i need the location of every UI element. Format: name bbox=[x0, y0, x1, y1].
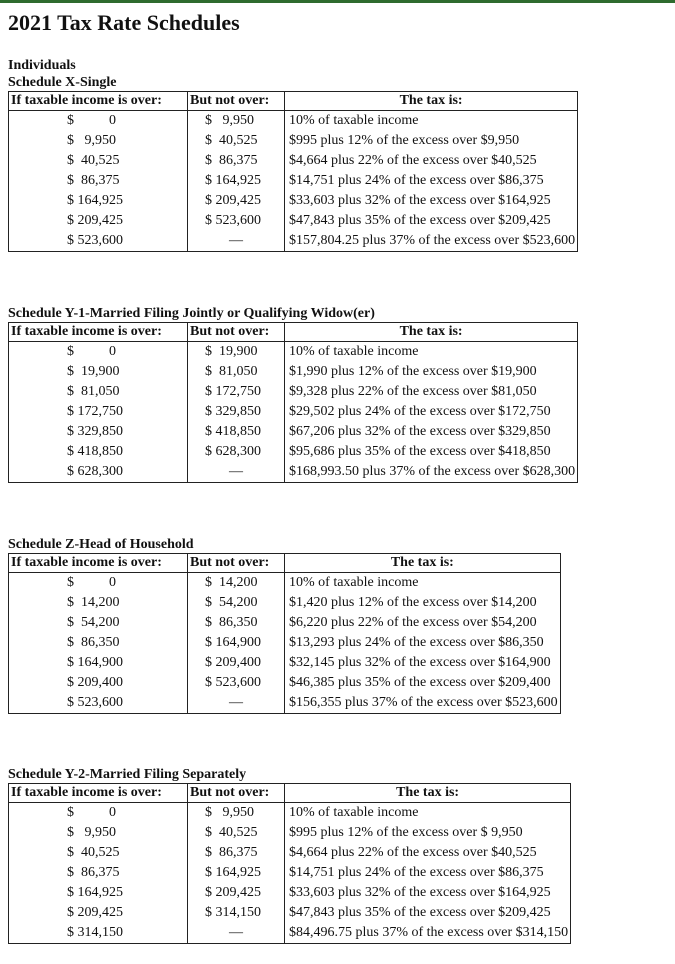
not-over-cell: — bbox=[188, 231, 285, 252]
table-row bbox=[9, 573, 561, 594]
table-row bbox=[9, 342, 578, 363]
amount-text: $ 86,375 bbox=[67, 865, 120, 880]
income-over-cell bbox=[9, 422, 188, 442]
not-over-cell bbox=[188, 402, 285, 422]
header-tax-is: The tax is: bbox=[285, 784, 571, 803]
amount-text: $ 14,200 bbox=[205, 575, 258, 590]
amount-text: $ 19,900 bbox=[205, 344, 258, 359]
schedule-x-single bbox=[8, 57, 578, 252]
tax-rate-table bbox=[8, 783, 571, 944]
not-over-cell bbox=[188, 573, 285, 594]
amount-text: $ 86,375 bbox=[205, 153, 258, 168]
amount-text: $ 209,425 bbox=[205, 193, 261, 208]
tax-formula-cell: $46,385 plus 35% of the excess over $209,400 bbox=[285, 673, 561, 693]
tax-formula-cell: $1,420 plus 12% of the excess over $14,200 bbox=[285, 593, 561, 613]
not-over-cell bbox=[188, 843, 285, 863]
amount-text: $ 14,200 bbox=[67, 595, 120, 610]
amount-text: $ 523,600 bbox=[205, 213, 261, 228]
amount-text: $ 164,925 bbox=[67, 885, 123, 900]
schedule-z-head-of-household bbox=[8, 536, 561, 714]
not-over-cell bbox=[188, 673, 285, 693]
table-header-row bbox=[9, 784, 571, 803]
amount-text: $ 164,925 bbox=[205, 173, 261, 188]
income-over-cell bbox=[9, 342, 188, 363]
header-tax-is: The tax is: bbox=[285, 92, 578, 111]
tax-formula-cell: $1,990 plus 12% of the excess over $19,900 bbox=[285, 362, 578, 382]
tax-formula-cell: $47,843 plus 35% of the excess over $209,425 bbox=[285, 903, 571, 923]
amount-text: $ 0 bbox=[67, 113, 116, 128]
not-over-cell bbox=[188, 382, 285, 402]
amount-text: $ 9,950 bbox=[205, 113, 254, 128]
amount-text: $ 54,200 bbox=[67, 615, 120, 630]
tax-formula-cell: $33,603 plus 32% of the excess over $164,925 bbox=[285, 883, 571, 903]
table-row bbox=[9, 442, 578, 462]
table-row bbox=[9, 362, 578, 382]
table-row bbox=[9, 191, 578, 211]
schedule-y1-married-jointly bbox=[8, 305, 578, 483]
table-row bbox=[9, 151, 578, 171]
not-over-cell bbox=[188, 903, 285, 923]
tax-formula-cell: $84,496.75 plus 37% of the excess over $314,150 bbox=[285, 923, 571, 944]
amount-text: $ 329,850 bbox=[205, 404, 261, 419]
income-over-cell bbox=[9, 653, 188, 673]
amount-text: $ 418,850 bbox=[67, 444, 123, 459]
table-row bbox=[9, 903, 571, 923]
header-not-over: But not over: bbox=[188, 323, 285, 342]
not-over-cell bbox=[188, 883, 285, 903]
amount-text: $ 209,400 bbox=[205, 655, 261, 670]
income-over-cell bbox=[9, 382, 188, 402]
not-over-cell bbox=[188, 191, 285, 211]
income-over-cell bbox=[9, 673, 188, 693]
tax-formula-cell: 10% of taxable income bbox=[285, 111, 578, 132]
amount-text: $ 81,050 bbox=[67, 384, 120, 399]
table-row bbox=[9, 803, 571, 824]
not-over-cell: — bbox=[188, 462, 285, 483]
income-over-cell bbox=[9, 462, 188, 483]
tax-formula-cell: $67,206 plus 32% of the excess over $329,850 bbox=[285, 422, 578, 442]
amount-text: $ 523,600 bbox=[205, 675, 261, 690]
amount-text: $ 628,300 bbox=[205, 444, 261, 459]
amount-text: $ 0 bbox=[67, 805, 116, 820]
not-over-cell bbox=[188, 422, 285, 442]
amount-text: $ 209,400 bbox=[67, 675, 123, 690]
amount-text: $ 19,900 bbox=[67, 364, 120, 379]
amount-text: $ 209,425 bbox=[67, 905, 123, 920]
tax-formula-cell: $6,220 plus 22% of the excess over $54,200 bbox=[285, 613, 561, 633]
amount-text: $ 314,150 bbox=[205, 905, 261, 920]
amount-text: $ 418,850 bbox=[205, 424, 261, 439]
table-header-row bbox=[9, 323, 578, 342]
not-over-cell bbox=[188, 151, 285, 171]
amount-text: $ 40,525 bbox=[67, 153, 120, 168]
amount-text: $ 86,375 bbox=[67, 173, 120, 188]
header-income-over: If taxable income is over: bbox=[9, 92, 188, 111]
not-over-cell bbox=[188, 442, 285, 462]
not-over-cell bbox=[188, 633, 285, 653]
income-over-cell bbox=[9, 111, 188, 132]
income-over-cell bbox=[9, 803, 188, 824]
amount-text: $ 86,350 bbox=[67, 635, 120, 650]
amount-text: $ 523,600 bbox=[67, 695, 123, 710]
not-over-cell bbox=[188, 803, 285, 824]
header-not-over: But not over: bbox=[188, 784, 285, 803]
income-over-cell bbox=[9, 823, 188, 843]
amount-text: $ 86,350 bbox=[205, 615, 258, 630]
tax-formula-cell: $4,664 plus 22% of the excess over $40,525 bbox=[285, 843, 571, 863]
table-row bbox=[9, 693, 561, 714]
header-income-over: If taxable income is over: bbox=[9, 323, 188, 342]
not-over-cell bbox=[188, 823, 285, 843]
amount-text: $ 9,950 bbox=[67, 133, 116, 148]
amount-text: $ 172,750 bbox=[67, 404, 123, 419]
tax-formula-cell: $9,328 plus 22% of the excess over $81,050 bbox=[285, 382, 578, 402]
income-over-cell bbox=[9, 843, 188, 863]
not-over-cell bbox=[188, 211, 285, 231]
table-row bbox=[9, 883, 571, 903]
income-over-cell bbox=[9, 633, 188, 653]
not-over-cell bbox=[188, 613, 285, 633]
amount-text: $ 172,750 bbox=[205, 384, 261, 399]
income-over-cell bbox=[9, 903, 188, 923]
amount-text: $ 54,200 bbox=[205, 595, 258, 610]
schedule-y2-married-separately bbox=[8, 766, 571, 944]
amount-text: $ 86,375 bbox=[205, 845, 258, 860]
tax-formula-cell: $156,355 plus 37% of the excess over $523,600 bbox=[285, 693, 561, 714]
amount-text: $ 81,050 bbox=[205, 364, 258, 379]
income-over-cell bbox=[9, 231, 188, 252]
tax-formula-cell: $13,293 plus 24% of the excess over $86,350 bbox=[285, 633, 561, 653]
income-over-cell bbox=[9, 883, 188, 903]
tax-formula-cell: $14,751 plus 24% of the excess over $86,375 bbox=[285, 863, 571, 883]
amount-text: $ 164,900 bbox=[67, 655, 123, 670]
income-over-cell bbox=[9, 151, 188, 171]
income-over-cell bbox=[9, 573, 188, 594]
schedule-title: Schedule Y-1-Married Filing Jointly or Qualifying Widow(er) bbox=[8, 306, 375, 321]
income-over-cell bbox=[9, 693, 188, 714]
income-over-cell bbox=[9, 593, 188, 613]
not-over-cell bbox=[188, 342, 285, 363]
income-over-cell bbox=[9, 362, 188, 382]
header-tax-is: The tax is: bbox=[285, 554, 561, 573]
amount-text: $ 209,425 bbox=[205, 885, 261, 900]
not-over-cell bbox=[188, 171, 285, 191]
not-over-cell bbox=[188, 111, 285, 132]
tax-formula-cell: 10% of taxable income bbox=[285, 803, 571, 824]
table-row bbox=[9, 422, 578, 442]
not-over-cell bbox=[188, 863, 285, 883]
income-over-cell bbox=[9, 863, 188, 883]
amount-text: $ 523,600 bbox=[67, 233, 123, 248]
tax-rate-table bbox=[8, 91, 578, 252]
table-row bbox=[9, 593, 561, 613]
table-row bbox=[9, 843, 571, 863]
header-not-over: But not over: bbox=[188, 92, 285, 111]
table-header-row bbox=[9, 92, 578, 111]
amount-text: $ 9,950 bbox=[205, 805, 254, 820]
header-not-over: But not over: bbox=[188, 554, 285, 573]
tax-formula-cell: 10% of taxable income bbox=[285, 342, 578, 363]
amount-text: $ 628,300 bbox=[67, 464, 123, 479]
table-row bbox=[9, 111, 578, 132]
not-over-cell bbox=[188, 131, 285, 151]
amount-text: $ 164,925 bbox=[67, 193, 123, 208]
tax-formula-cell: 10% of taxable income bbox=[285, 573, 561, 594]
table-row bbox=[9, 923, 571, 944]
tax-formula-cell: $29,502 plus 24% of the excess over $172,750 bbox=[285, 402, 578, 422]
tax-rate-table bbox=[8, 553, 561, 714]
schedule-title: Schedule Y-2-Married Filing Separately bbox=[8, 767, 247, 782]
header-income-over: If taxable income is over: bbox=[9, 554, 188, 573]
amount-text: $ 40,525 bbox=[205, 133, 258, 148]
schedule-title: Schedule Z-Head of Household bbox=[8, 537, 194, 552]
table-row bbox=[9, 171, 578, 191]
tax-formula-cell: $14,751 plus 24% of the excess over $86,375 bbox=[285, 171, 578, 191]
page-title: 2021 Tax Rate Schedules bbox=[8, 10, 240, 35]
not-over-cell bbox=[188, 362, 285, 382]
amount-text: $ 209,425 bbox=[67, 213, 123, 228]
not-over-cell bbox=[188, 593, 285, 613]
table-row bbox=[9, 673, 561, 693]
table-row bbox=[9, 462, 578, 483]
schedule-title: Schedule X-Single bbox=[8, 75, 117, 90]
table-row bbox=[9, 402, 578, 422]
amount-text: $ 0 bbox=[67, 344, 116, 359]
table-row bbox=[9, 231, 578, 252]
tax-formula-cell: $4,664 plus 22% of the excess over $40,525 bbox=[285, 151, 578, 171]
amount-text: $ 329,850 bbox=[67, 424, 123, 439]
header-tax-is: The tax is: bbox=[285, 323, 578, 342]
income-over-cell bbox=[9, 191, 188, 211]
tax-rate-table bbox=[8, 322, 578, 483]
not-over-cell: — bbox=[188, 693, 285, 714]
table-row bbox=[9, 382, 578, 402]
tax-formula-cell: $32,145 plus 32% of the excess over $164,900 bbox=[285, 653, 561, 673]
tax-formula-cell: $33,603 plus 32% of the excess over $164,925 bbox=[285, 191, 578, 211]
table-row bbox=[9, 613, 561, 633]
amount-text: $ 40,525 bbox=[205, 825, 258, 840]
table-row bbox=[9, 863, 571, 883]
amount-text: $ 9,950 bbox=[67, 825, 116, 840]
amount-text: $ 40,525 bbox=[67, 845, 120, 860]
amount-text: $ 0 bbox=[67, 575, 116, 590]
amount-text: $ 164,900 bbox=[205, 635, 261, 650]
income-over-cell bbox=[9, 402, 188, 422]
not-over-cell: — bbox=[188, 923, 285, 944]
not-over-cell bbox=[188, 653, 285, 673]
top-accent-bar bbox=[0, 0, 675, 3]
income-over-cell bbox=[9, 923, 188, 944]
tax-formula-cell: $995 plus 12% of the excess over $ 9,950 bbox=[285, 823, 571, 843]
header-income-over: If taxable income is over: bbox=[9, 784, 188, 803]
tax-formula-cell: $157,804.25 plus 37% of the excess over $523,600 bbox=[285, 231, 578, 252]
tax-formula-cell: $95,686 plus 35% of the excess over $418,850 bbox=[285, 442, 578, 462]
income-over-cell bbox=[9, 171, 188, 191]
tax-formula-cell: $168,993.50 plus 37% of the excess over $628,300 bbox=[285, 462, 578, 483]
amount-text: $ 314,150 bbox=[67, 925, 123, 940]
table-row bbox=[9, 131, 578, 151]
table-header-row bbox=[9, 554, 561, 573]
table-row bbox=[9, 653, 561, 673]
table-row bbox=[9, 633, 561, 653]
tax-formula-cell: $995 plus 12% of the excess over $9,950 bbox=[285, 131, 578, 151]
income-over-cell bbox=[9, 211, 188, 231]
table-row bbox=[9, 823, 571, 843]
group-label: Individuals bbox=[8, 58, 76, 73]
tax-formula-cell: $47,843 plus 35% of the excess over $209,425 bbox=[285, 211, 578, 231]
income-over-cell bbox=[9, 131, 188, 151]
amount-text: $ 164,925 bbox=[205, 865, 261, 880]
income-over-cell bbox=[9, 613, 188, 633]
table-row bbox=[9, 211, 578, 231]
income-over-cell bbox=[9, 442, 188, 462]
